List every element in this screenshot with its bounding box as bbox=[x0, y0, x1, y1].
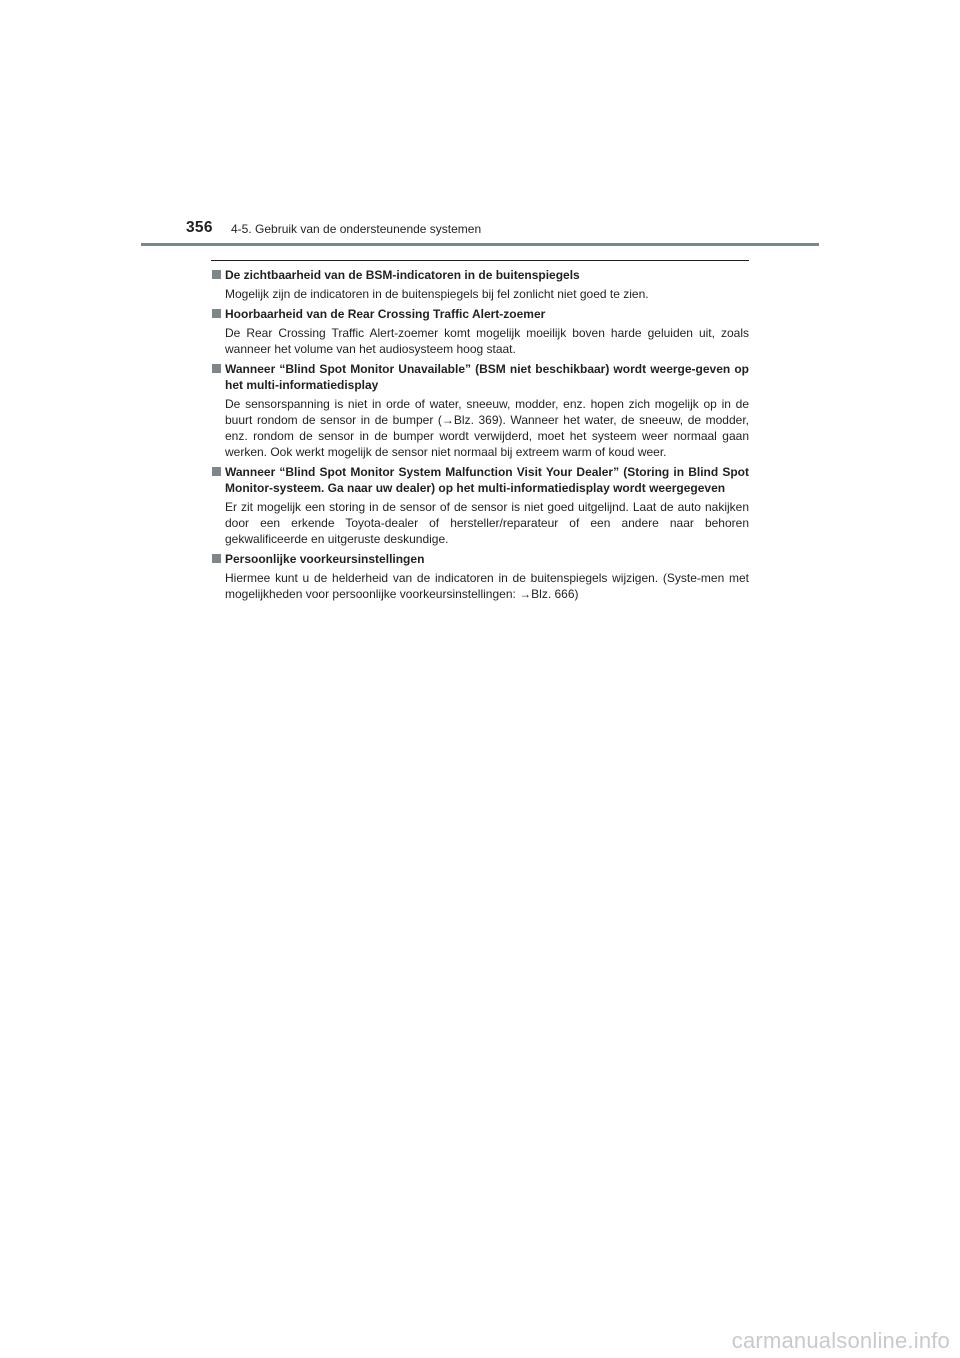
info-item-customization bbox=[211, 551, 749, 602]
content-section bbox=[211, 260, 749, 606]
item-heading-text: Wanneer “Blind Spot Monitor System Malfunction Visit Your Dealer” (Storing in Blind Spot Monitor-systeem. Ga naar uw dealer) op het multi-informatiedisplay wordt weergegeven bbox=[225, 465, 749, 495]
item-heading bbox=[211, 306, 749, 322]
header-rule bbox=[141, 243, 819, 246]
square-bullet-icon bbox=[211, 361, 225, 393]
item-heading-text: Persoonlijke voorkeursinstellingen bbox=[225, 552, 425, 566]
watermark: carmanualsonline.info bbox=[731, 1328, 950, 1353]
info-item-bsm-visibility bbox=[211, 267, 749, 302]
item-heading bbox=[211, 551, 749, 567]
info-item-bsm-malfunction bbox=[211, 464, 749, 547]
info-item-bsm-unavailable bbox=[211, 361, 749, 460]
item-heading bbox=[211, 361, 749, 393]
square-bullet-icon bbox=[211, 306, 225, 322]
item-body: De Rear Crossing Traffic Alert-zoemer komt mogelijk moeilijk boven harde geluiden uit, zoals wanneer het volume van het audiosysteem hoog staat. bbox=[225, 326, 749, 356]
square-bullet-icon bbox=[211, 551, 225, 567]
item-heading-text: De zichtbaarheid van de BSM-indicatoren in de buitenspiegels bbox=[225, 268, 580, 282]
page-number: 356 bbox=[186, 219, 213, 236]
square-bullet-icon bbox=[211, 267, 225, 283]
square-bullet-icon bbox=[211, 464, 225, 496]
item-body: Mogelijk zijn de indicatoren in de buitenspiegels bij fel zonlicht niet goed te zien. bbox=[225, 287, 649, 301]
item-heading-text: Hoorbaarheid van de Rear Crossing Traffic Alert-zoemer bbox=[225, 307, 546, 321]
item-body: Hiermee kunt u de helderheid van de indicatoren in de buitenspiegels wijzigen. (Syste-men met mogelijkheden voor persoonlijke voorkeursinstellingen: →Blz. 666) bbox=[225, 571, 749, 601]
item-heading-text: Wanneer “Blind Spot Monitor Unavailable” (BSM niet beschikbaar) wordt weerge-geven op het multi-informatiedisplay bbox=[225, 362, 749, 392]
item-body: Er zit mogelijk een storing in de sensor of de sensor is niet goed uitgelijnd. Laat de auto nakijken door een erkende Toyota-dealer of hersteller/reparateur of een andere naar behoren gekwalificeerde en uitgeruste deskundige. bbox=[225, 500, 749, 546]
item-heading bbox=[211, 464, 749, 496]
item-heading bbox=[211, 267, 749, 283]
section-title: 4-5. Gebruik van de ondersteunende systemen bbox=[231, 222, 482, 236]
info-item-buzzer-audibility bbox=[211, 306, 749, 357]
item-body: De sensorspanning is niet in orde of water, sneeuw, modder, enz. hopen zich mogelijk op in de buurt rondom de sensor in de bumper (→Blz. 369). Wanneer het water, de sneeuw, de modder, enz. rondom de sensor in de bumper wordt verwijderd, moet het systeem weer normaal gaan werken. Ook werkt mogelijk de sensor niet normaal bij extreem warm of koud weer. bbox=[225, 397, 749, 459]
